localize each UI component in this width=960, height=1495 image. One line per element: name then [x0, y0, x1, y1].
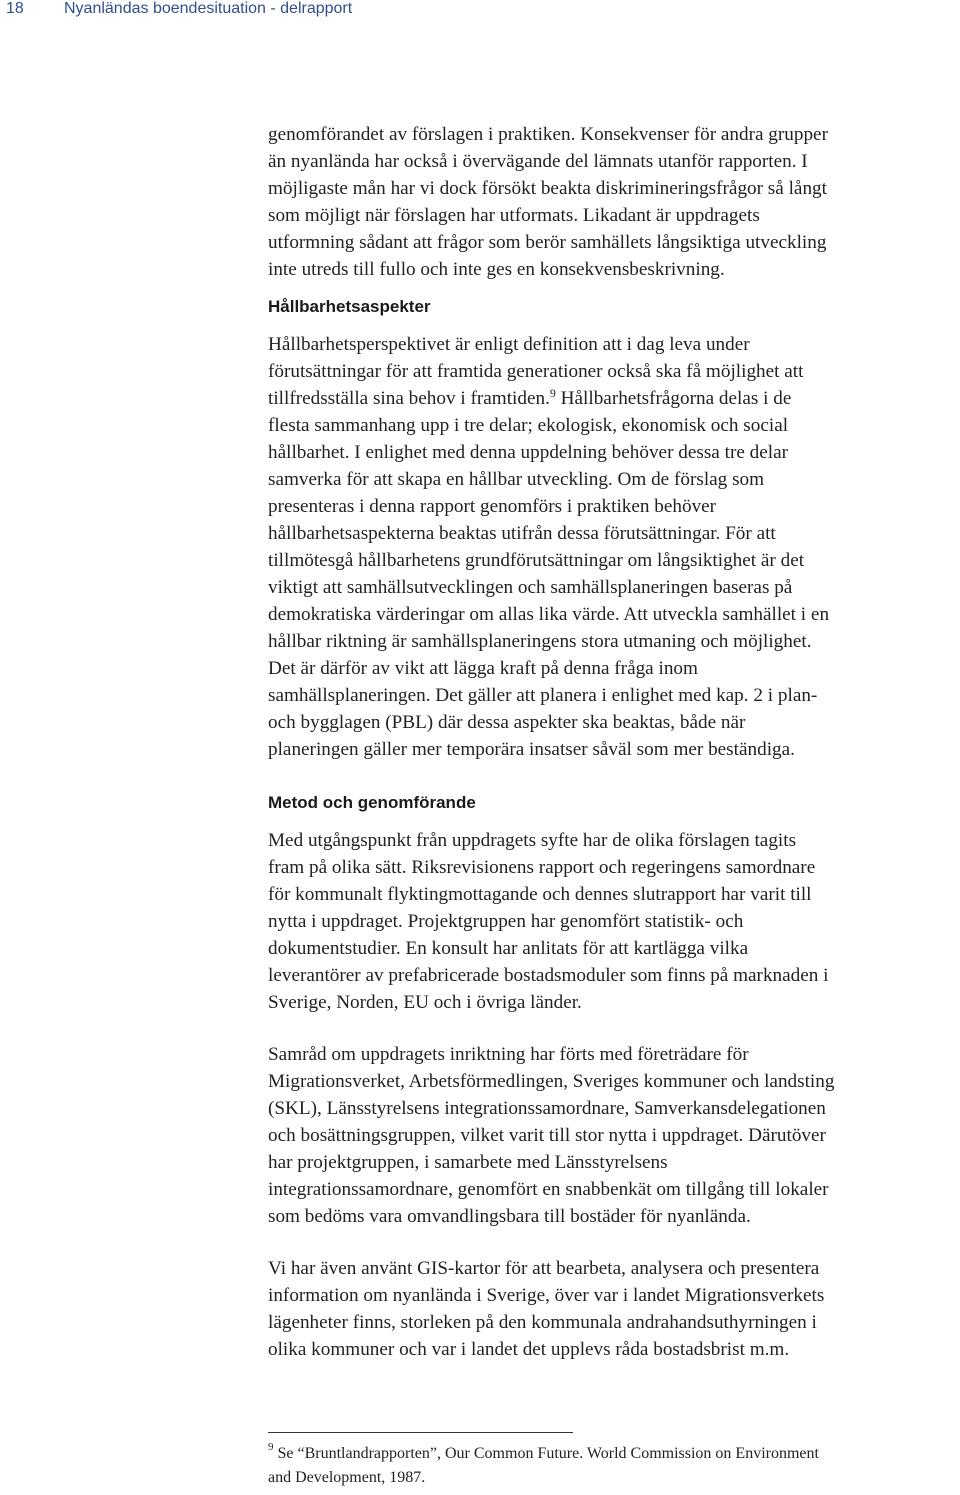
text-line: presenteras i denna rapport genomförs i praktiken behöver [268, 496, 717, 517]
text-line: Migrationsverket, Arbetsförmedlingen, Sveriges kommuner och landsting [268, 1071, 835, 1092]
text-fragment: Hållbarhetsfrågorna delas i de [555, 388, 792, 409]
text-line: olika kommuner och var i landet det upplevs råda bostadsbrist m.m. [268, 1339, 790, 1360]
metod-paragraph-3 [268, 1255, 958, 1363]
footnote-divider [268, 1432, 573, 1433]
text-line: information om nyanlända i Sverige, över var i landet Migrationsverkets [268, 1285, 825, 1306]
text-line: Hållbarhetsperspektivet är enligt definition att i dag leva under [268, 334, 750, 355]
text-line: planeringen gäller mer temporära insatser såväl som mer beständiga. [268, 739, 795, 760]
text-line: som bedöms vara omvandlingsbara till bostäder för nyanlända. [268, 1206, 751, 1227]
text-line: samverka för att skapa en hållbar utveckling. Om de förslag som [268, 469, 765, 490]
text-line: inte utreds till fullo och inte ges en konsekvensbeskrivning. [268, 259, 725, 280]
text-line: hållbarhetsaspekterna beaktas utifrån dessa förutsättningar. För att [268, 523, 776, 544]
footnote-text: Se “Bruntlandrapporten”, Our Common Future. World Commission on Environment [277, 1445, 819, 1462]
heading-metod-och-genomforande: Metod och genomförande [268, 793, 476, 812]
footnote-line [268, 1442, 958, 1466]
text-line: dokumentstudier. En konsult har anlitats för att kartlägga vilka [268, 938, 749, 959]
text-line: möjligaste mån har vi dock försökt beakta diskrimineringsfrågor så långt [268, 178, 827, 199]
footnote-line: and Development, 1987. [268, 1469, 426, 1486]
text-line: och bygglagen (PBL) där dessa aspekter ska beaktas, både när [268, 712, 746, 733]
text-line: och bosättningsgruppen, vilket varit till stor nytta i uppdraget. Därutöver [268, 1125, 826, 1146]
text-line: som möjligt när förslagen har utformats. Likadant är uppdragets [268, 205, 760, 226]
text-line: Sverige, Norden, EU och i övriga länder. [268, 992, 582, 1013]
page-header [0, 0, 960, 20]
running-title: Nyanländas boendesituation - delrapport [64, 0, 353, 17]
heading-hallbarhetsaspekter: Hållbarhetsaspekter [268, 297, 431, 316]
text-line: Det är därför av vikt att lägga kraft på denna fråga inom [268, 658, 698, 679]
text-line: har projektgruppen, i samarbete med Länsstyrelsens [268, 1152, 668, 1173]
text-line: Vi har även använt GIS-kartor för att bearbeta, analysera och presentera [268, 1258, 820, 1279]
text-line: integrationssamordnare, genomfört en snabbenkät om tillgång till lokaler [268, 1179, 829, 1200]
text-line: tillmötesgå hållbarhetens grundförutsättningar om långsiktighet är det [268, 550, 805, 571]
text-line: flesta sammanhang upp i tre delar; ekologisk, ekonomisk och social [268, 415, 789, 436]
text-line: Samråd om uppdragets inriktning har förts med företrädare för [268, 1044, 749, 1065]
text-line: samhällsplaneringen. Det gäller att planera i enlighet med kap. 2 i plan- [268, 685, 818, 706]
text-line: än nyanlända har också i övervägande del lämnats utanför rapporten. I [268, 151, 808, 172]
hallbarhet-paragraph [268, 331, 958, 763]
text-line: genomförandet av förslagen i praktiken. Konsekvenser för andra grupper [268, 124, 828, 145]
text-fragment: tillfredsställa sina behov i framtiden. [268, 388, 550, 409]
text-line: hållbarhet. I enlighet med denna uppdelning behöver dessa tre delar [268, 442, 789, 463]
text-line: leverantörer av prefabricerade bostadsmoduler som finns på marknaden i [268, 965, 829, 986]
main-content [268, 121, 958, 1363]
text-line: hållbar riktning är samhällsplaneringens stora utmaning och möjlighet. [268, 631, 812, 652]
metod-paragraph-1 [268, 827, 958, 1016]
text-line: förutsättningar för att framtida generationer också ska få möjlighet att [268, 361, 804, 382]
text-line-with-footnote-ref [268, 385, 958, 412]
text-line: lägenheter finns, storleken på den kommunala andrahandsuthyrningen i [268, 1312, 817, 1333]
text-line: demokratiska värderingar om allas lika värde. Att utveckla samhället i en [268, 604, 830, 625]
footnote-number: 9 [268, 1441, 274, 1453]
text-line: viktigt att samhällsutvecklingen och samhällsplaneringen baseras på [268, 577, 793, 598]
text-line: för kommunalt flyktingmottagande och dennes slutrapport har varit till [268, 884, 812, 905]
intro-paragraph [268, 121, 958, 283]
text-line: utformning sådant att frågor som berör samhällets långsiktiga utveckling [268, 232, 827, 253]
metod-paragraph-2 [268, 1041, 958, 1230]
text-line: (SKL), Länsstyrelsens integrationssamordnare, Samverkansdelegationen [268, 1098, 826, 1119]
footnote [268, 1442, 958, 1490]
page-number: 18 [6, 0, 24, 17]
text-line: nytta i uppdraget. Projektgruppen har genomfört statistik- och [268, 911, 744, 932]
text-line: Med utgångspunkt från uppdragets syfte har de olika förslagen tagits [268, 830, 797, 851]
text-line: fram på olika sätt. Riksrevisionens rapport och regeringens samordnare [268, 857, 816, 878]
footnote-reference: 9 [549, 386, 556, 400]
